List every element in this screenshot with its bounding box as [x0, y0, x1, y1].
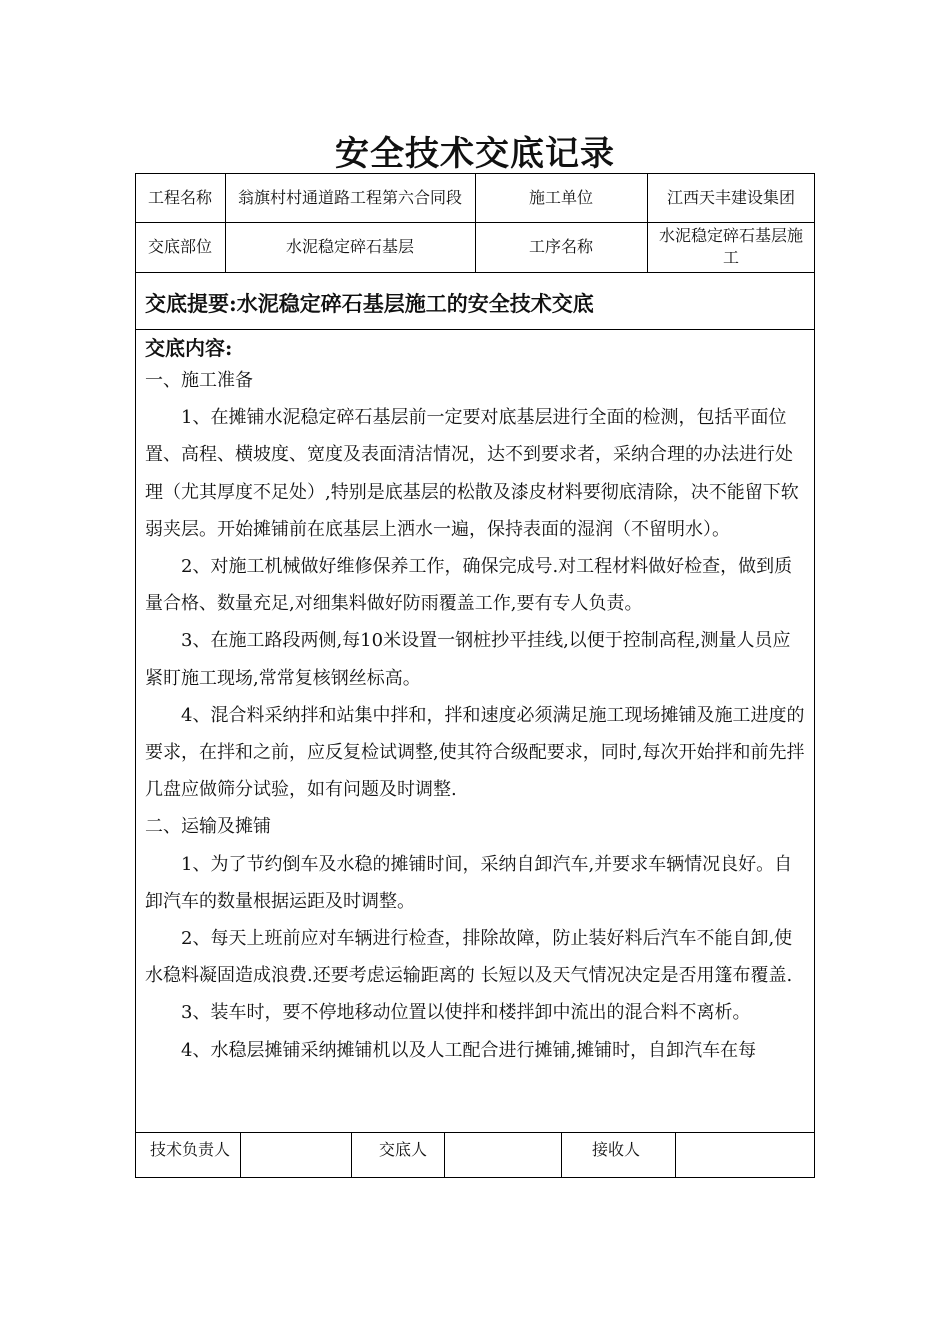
table-rule: [135, 1132, 815, 1133]
receiver-label: 接收人: [592, 1140, 641, 1159]
contractor-value: 江西天丰建设集团: [666, 187, 795, 207]
project-name-value: 翁旗村村通道路工程第六合同段: [237, 187, 462, 207]
content-paragraph: 3、装车时，要不停地移动位置以使拌和楼拌卸中流出的混合料不离析。: [181, 1002, 751, 1024]
content-paragraph: 4、混合料采纳拌和站集中拌和，拌和速度必须满足施工现场摊铺及施工进度的要求，在拌和之前，应反复检试调整,使其符合级配要求，同时,每次开始拌和前先拌几盘应做筛分试验，如有问题及时调整.: [145, 704, 805, 801]
process-value: 水泥稳定碎石基层施工: [658, 226, 803, 267]
table-rule: [351, 1132, 352, 1178]
content-paragraph: 2、每天上班前应对车辆进行检查，排除故障，防止装好料后汽车不能自卸,使水稳料凝固造成浪费.还要考虑运输距离的 长短以及天气情况决定是否用篷布覆盖.: [145, 928, 793, 987]
tech-lead-label: 技术负责人: [150, 1140, 231, 1159]
content-paragraph: 3、在施工路段两侧,每10米设置一钢桩抄平挂线,以便于控制高程,测量人员应紧盯施工现场,常常复核钢丝标高。: [145, 630, 791, 689]
content-paragraph: 1、在摊铺水泥稳定碎石基层前一定要对底基层进行全面的检测，包括平面位置、高程、横坡度、宽度及表面清洁情况，达不到要求者，采纳合理的办法进行处理（尤其厚度不足处）,特别是底基层的松散及漆皮材料要彻底清除，决不能留下软弱夹层。开始摊铺前在底基层上洒水一遍，保持表面的湿润（不留明水）。: [145, 407, 799, 540]
section-heading: 一、施工准备: [145, 370, 253, 391]
contractor-label: 施工单位: [528, 187, 593, 207]
disclosure-content: [145, 362, 805, 1069]
table-rule: [135, 272, 815, 273]
content-paragraph: 2、对施工机械做好维修保养工作，确保完成号.对工程材料做好检查，做到质量合格、数量充足,对细集料做好防雨覆盖工作,要有专人负责。: [145, 556, 793, 615]
content-paragraph: 4、水稳层摊铺采纳摊铺机以及人工配合进行摊铺,摊铺时，自卸汽车在每: [181, 1039, 757, 1061]
discloser-label: 交底人: [379, 1140, 428, 1159]
part-label: 交底部位: [147, 237, 212, 256]
content-label: 交底内容:: [145, 336, 233, 360]
table-rule: [444, 1132, 445, 1178]
table-rule: [240, 1132, 241, 1178]
content-paragraph: 1、为了节约倒车及水稳的摊铺时间，采纳自卸汽车,并要求车辆情况良好。自卸汽车的数量根据运距及时调整。: [145, 853, 793, 912]
section-heading: 二、运输及摊铺: [145, 816, 271, 838]
project-name-label: 工程名称: [147, 187, 212, 207]
document-title: 安全技术交底记录: [335, 134, 615, 174]
table-rule: [561, 1132, 562, 1178]
process-label: 工序名称: [528, 237, 593, 256]
part-value: 水泥稳定碎石基层: [285, 237, 414, 256]
table-rule: [135, 329, 815, 330]
table-rule: [675, 1132, 676, 1178]
disclosure-summary: 交底提要:水泥稳定碎石基层施工的安全技术交底: [145, 291, 594, 316]
